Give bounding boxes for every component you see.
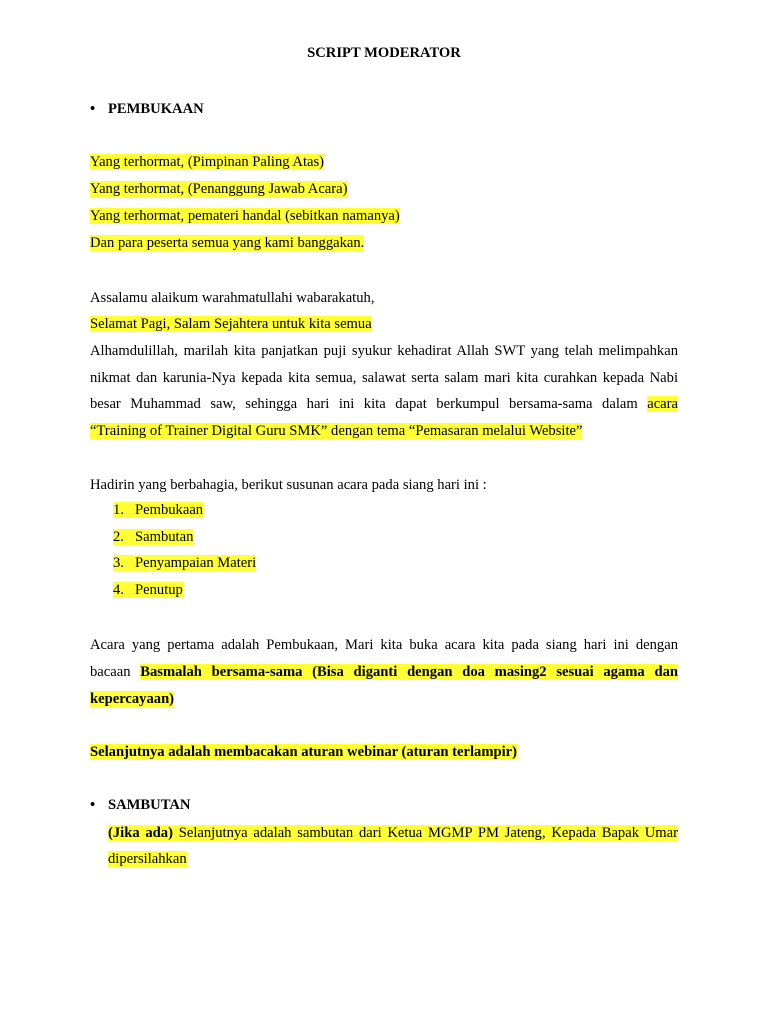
agenda-item: 2. Sambutan [113,529,194,545]
greeting-line: Yang terhormat, (Penanggung Jawab Acara) [90,181,348,197]
agenda-item: 4. Penutup [113,582,183,598]
sambutan-line: dipersilahkan [108,851,187,867]
section-heading-pembukaan: • PEMBUKAAN [90,101,204,117]
agenda-item: 3. Penyampaian Materi [113,555,257,571]
paragraph-line: Acara yang pertama adalah Pembukaan, Mari kita buka acara kita pada siang hari ini dengan [90,637,678,653]
paragraph-line: “Training of Trainer Digital Guru SMK” dengan tema “Pemasaran melalui Website” [90,423,583,439]
paragraph-line: besar Muhammad saw, sehingga hari ini kita dapat berkumpul bersama-sama dalam acara [90,396,678,412]
paragraph-line: nikmat dan karunia-Nya kepada kita semua, salawat serta salam mari kita curahkan kepada Nabi [90,370,678,386]
page-title: SCRIPT MODERATOR [307,45,461,61]
sambutan-line: (Jika ada) Selanjutnya adalah sambutan dari Ketua MGMP PM Jateng, Kepada Bapak Umar [108,825,679,841]
paragraph-line: bacaan Basmalah bersama-sama (Bisa diganti dengan doa masing2 sesuai agama dan [90,664,678,680]
salam-text: Assalamu alaikum warahmatullahi wabarakatuh, [90,290,375,306]
bullet-icon: • [90,101,96,117]
greeting-line: Dan para peserta semua yang kami banggakan. [90,235,365,251]
agenda-intro: Hadirin yang berbahagia, berikut susunan acara pada siang hari ini : [90,477,487,493]
paragraph-line: kepercayaan) [90,691,175,707]
selamat-text: Selamat Pagi, Salam Sejahtera untuk kita semua [90,316,372,332]
paragraph-line: Alhamdulillah, marilah kita panjatkan puji syukur kehadirat Allah SWT yang telah melimpahkan [90,343,678,359]
greeting-line: Yang terhormat, pemateri handal (sebitkan namanya) [90,208,400,224]
bullet-icon: • [90,797,96,813]
agenda-item: 1. Pembukaan [113,502,204,518]
greeting-line: Yang terhormat, (Pimpinan Paling Atas) [90,154,325,170]
aturan-text: Selanjutnya adalah membacakan aturan webinar (aturan terlampir) [90,744,518,760]
section-heading-sambutan: • SAMBUTAN [90,797,191,813]
